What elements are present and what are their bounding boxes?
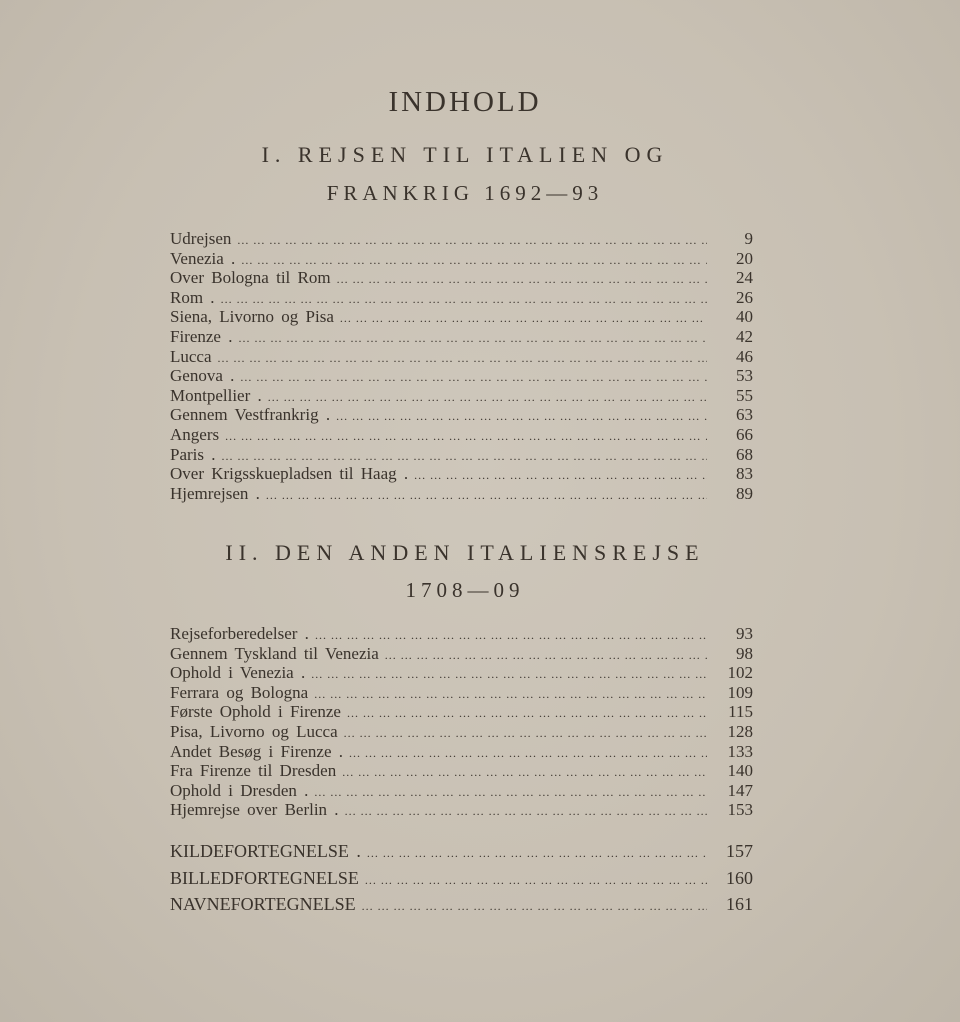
dot-leader <box>337 270 707 290</box>
dot-leader <box>266 486 707 506</box>
toc-entry-title: Hjemrejsen . <box>170 483 260 503</box>
toc-entry-page: 153 <box>727 800 753 820</box>
toc-entry-page: 24 <box>736 268 753 288</box>
toc-entry <box>170 386 753 406</box>
toc-entry-page: 83 <box>736 464 753 484</box>
toc-entry <box>170 683 753 703</box>
toc-entry <box>170 327 753 347</box>
toc-entry-page: 20 <box>736 248 753 268</box>
dot-leader <box>349 744 707 764</box>
dot-leader <box>345 802 707 822</box>
toc-entry-page: 26 <box>736 287 753 307</box>
toc-entry <box>170 742 753 762</box>
part2-subheading: 1708—09 <box>405 578 525 602</box>
dot-leader <box>311 665 707 685</box>
toc-entry <box>170 268 753 288</box>
toc-entry-page: 89 <box>736 483 753 503</box>
toc-entry-title: Gennem Tyskland til Venezia <box>170 643 379 663</box>
toc-entry-title: Ferrara og Bologna <box>170 682 309 702</box>
toc-entry <box>170 663 753 683</box>
toc-entry-page: 98 <box>736 643 753 663</box>
toc-entry-title: Udrejsen <box>170 229 232 248</box>
toc-entry <box>170 366 753 386</box>
toc-entry-title: Rom . <box>170 287 215 307</box>
toc-entry <box>170 781 753 801</box>
toc-entry <box>170 445 753 465</box>
toc-entry-title: Angers <box>170 424 220 444</box>
toc-entry-title: Fra Firenze til Dresden <box>170 761 337 781</box>
toc-entry-title: Paris . <box>170 444 216 464</box>
toc-entry-title: Siena, Livorno og Pisa <box>170 307 334 327</box>
page-title: INDHOLD <box>388 86 542 118</box>
toc-entry-title: Over Krigsskuepladsen til Haag . <box>170 464 409 484</box>
toc-entry-title: Over Bologna til Rom <box>170 268 331 288</box>
toc-entry-title: Første Ophold i Firenze <box>170 702 341 722</box>
dot-leader <box>314 783 707 803</box>
toc-entry-page: 157 <box>726 841 753 861</box>
toc-entry-page: 46 <box>736 346 753 366</box>
toc-entry-title: Andet Besøg i Firenze . <box>170 741 343 761</box>
toc-entry-page: 128 <box>727 721 753 741</box>
toc-entry-page: 147 <box>727 780 753 800</box>
dot-leader <box>340 309 707 329</box>
part1-toc <box>170 229 753 503</box>
toc-entry-title: NAVNEFORTEGNELSE <box>170 894 356 914</box>
part1-heading: I. REJSEN TIL ITALIEN OG <box>261 142 669 167</box>
toc-entry <box>170 249 753 269</box>
toc-entry-page: 55 <box>736 385 753 405</box>
toc-entry-page: 160 <box>726 867 753 888</box>
toc-entry <box>170 484 753 504</box>
dot-leader <box>365 867 707 894</box>
toc-entry <box>170 464 753 484</box>
toc-entry-title: KILDEFORTEGNELSE . <box>170 841 361 861</box>
toc-entry-title: Ophold i Venezia . <box>170 663 306 683</box>
toc-entry <box>170 307 753 327</box>
toc-entry-page: 40 <box>736 307 753 327</box>
toc-entry <box>170 838 753 865</box>
toc-entry-page: 109 <box>727 682 753 702</box>
part2-heading: II. DEN ANDEN ITALIENSREJSE <box>225 540 705 565</box>
dot-leader <box>314 685 707 705</box>
toc-entry-title: Montpellier . <box>170 385 262 405</box>
toc-entry-page: 53 <box>736 366 753 386</box>
toc-entry <box>170 425 753 445</box>
dot-leader <box>237 231 707 251</box>
toc-entry <box>170 891 753 918</box>
toc-entry-page: 102 <box>727 663 753 683</box>
dot-leader <box>367 840 707 867</box>
toc-entry-page: 115 <box>728 702 753 722</box>
dot-leader <box>385 646 707 666</box>
toc-entry-title: Gennem Vestfrankrig . <box>170 405 331 425</box>
toc-entry <box>170 722 753 742</box>
toc-entry-title: Ophold i Dresden . <box>170 780 309 800</box>
part1-subheading: FRANKRIG 1692—93 <box>326 181 604 205</box>
dot-leader <box>238 329 707 349</box>
toc-entry <box>170 405 753 425</box>
dot-leader <box>414 466 707 486</box>
dot-leader <box>347 704 707 724</box>
toc-entry-title: Firenze . <box>170 326 233 346</box>
toc-entry-page: 93 <box>736 624 753 643</box>
toc-entry <box>170 800 753 820</box>
toc-entry-page: 133 <box>727 741 753 761</box>
toc-entry-title: Venezia . <box>170 248 236 268</box>
toc-entry-title: BILLEDFORTEGNELSE <box>170 867 359 888</box>
toc-entry <box>170 702 753 722</box>
toc-entry-page: 68 <box>736 444 753 464</box>
toc-entry-title: Pisa, Livorno og Lucca <box>170 721 338 741</box>
toc-entry-page: 140 <box>727 761 753 781</box>
appendices-toc <box>170 838 753 918</box>
toc-entry-page: 66 <box>736 424 753 444</box>
toc-entry <box>170 347 753 367</box>
toc-entry-page: 63 <box>736 405 753 425</box>
toc-entry-title: Genova . <box>170 366 235 386</box>
toc-entry <box>170 288 753 308</box>
dot-leader <box>218 349 707 369</box>
toc-entry <box>170 624 753 644</box>
part2-toc <box>170 624 753 820</box>
toc-entry <box>170 229 753 249</box>
toc-entry-page: 161 <box>726 894 753 914</box>
dot-leader <box>336 407 707 427</box>
toc-entry-title: Rejseforberedelser . <box>170 624 309 643</box>
toc-entry <box>170 761 753 781</box>
toc-entry-title: Lucca <box>170 346 212 366</box>
toc-entry <box>170 644 753 664</box>
toc-entry-title: Hjemrejse over Berlin . <box>170 800 339 820</box>
dot-leader <box>342 763 707 783</box>
toc-entry <box>170 865 753 892</box>
toc-entry-page: 42 <box>736 326 753 346</box>
toc-entry-page: 9 <box>744 229 753 248</box>
dot-leader <box>344 724 707 744</box>
dot-leader <box>240 368 707 388</box>
dot-leader <box>362 893 707 920</box>
dot-leader <box>225 427 707 447</box>
